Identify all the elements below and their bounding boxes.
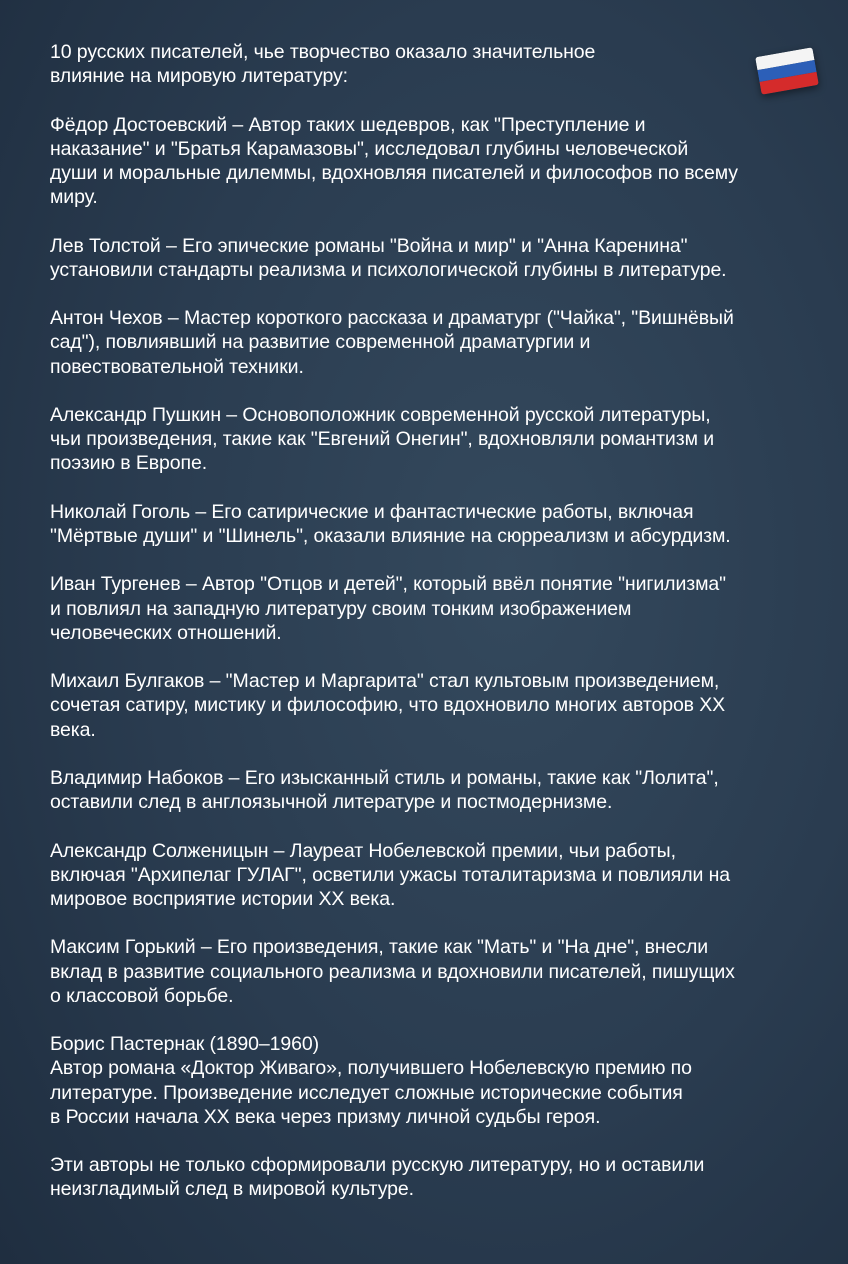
writer-paragraph — [50, 766, 820, 814]
writer-paragraph — [50, 234, 820, 282]
writer-line: века. — [50, 718, 96, 741]
intro-line: влияние на мировую литературу: — [50, 65, 348, 88]
article-text — [50, 40, 820, 1226]
writer-line: в России начала XX века через призму личной судьбы героя. — [50, 1105, 601, 1128]
writer-paragraph — [50, 669, 820, 742]
writer-paragraph — [50, 403, 820, 476]
writer-line: Владимир Набоков – Его изысканный стиль и романы, такие как "Лолита", — [50, 766, 719, 789]
writer-line: чьи произведения, такие как "Евгений Онегин", вдохновляли романтизм и — [50, 428, 714, 451]
writer-line: миру. — [50, 186, 98, 209]
intro-paragraph — [50, 40, 820, 88]
writer-line: сад"), повлиявший на развитие современной драматургии и — [50, 331, 591, 354]
writer-line: Максим Горький – Его произведения, такие как "Мать" и "На дне", внесли — [50, 936, 709, 959]
writer-line: "Мёртвые души" и "Шинель", оказали влияние на сюрреализм и абсурдизм. — [50, 524, 731, 547]
writer-line: Антон Чехов – Мастер короткого рассказа и драматург ("Чайка", "Вишнёвый — [50, 307, 734, 330]
conclusion-line: неизгладимый след в мировой культуре. — [50, 1178, 414, 1201]
writer-paragraph — [50, 1032, 820, 1129]
conclusion-paragraph — [50, 1153, 820, 1201]
writer-paragraph — [50, 572, 820, 645]
writer-line: оставили след в англоязычной литературе и постмодернизме. — [50, 791, 613, 814]
writer-line: Борис Пастернак (1890–1960) — [50, 1033, 320, 1056]
writer-paragraph — [50, 935, 820, 1008]
writer-line: Иван Тургенев – Автор "Отцов и детей", который ввёл понятие "нигилизма" — [50, 573, 726, 596]
writer-line: Автор романа «Доктор Живаго», получившего Нобелевскую премию по — [50, 1057, 692, 1080]
writer-line: поэзию в Европе. — [50, 452, 208, 475]
writer-line: литературе. Произведение исследует сложные исторические события — [50, 1081, 683, 1104]
writer-line: Лев Толстой – Его эпические романы "Война и мир" и "Анна Каренина" — [50, 234, 688, 257]
writer-paragraph — [50, 306, 820, 379]
writer-line: включая "Архипелаг ГУЛАГ", осветили ужасы тоталитаризма и повлияли на — [50, 863, 730, 886]
writer-line: сочетая сатиру, мистику и философию, что вдохновило многих авторов XX — [50, 694, 726, 717]
writer-line: установили стандарты реализма и психологической глубины в литературе. — [50, 258, 727, 281]
writer-line: вклад в развитие социального реализма и вдохновили писателей, пишущих — [50, 960, 735, 983]
writer-line: и повлиял на западную литературу своим тонким изображением — [50, 597, 632, 620]
writer-paragraph — [50, 113, 820, 210]
writer-paragraph — [50, 500, 820, 548]
writer-line: Александр Солженицын – Лауреат Нобелевской премии, чьи работы, — [50, 839, 676, 862]
writer-line: Александр Пушкин – Основоположник современной русской литературы, — [50, 403, 711, 426]
writer-line: Михаил Булгаков – "Мастер и Маргарита" стал культовым произведением, — [50, 670, 720, 693]
intro-line: 10 русских писателей, чье творчество оказало значительное — [50, 41, 596, 63]
writer-paragraph — [50, 839, 820, 912]
writer-line: Николай Гоголь – Его сатирические и фантастические работы, включая — [50, 500, 694, 523]
writer-line: Фёдор Достоевский – Автор таких шедевров, как "Преступление и — [50, 113, 646, 136]
writer-line: души и моральные дилеммы, вдохновляя писателей и философов по всему — [50, 162, 738, 184]
writer-line: повествовательной техники. — [50, 355, 304, 378]
writer-line: мировое восприятие истории XX века. — [50, 887, 396, 910]
conclusion-line: Эти авторы не только сформировали русскую литературу, но и оставили — [50, 1154, 705, 1177]
writers-list — [50, 113, 820, 1129]
writer-line: о классовой борьбе. — [50, 984, 234, 1007]
writer-line: человеческих отношений. — [50, 621, 282, 644]
writer-line: наказание" и "Братья Карамазовы", исследовал глубины человеческой — [50, 137, 689, 160]
